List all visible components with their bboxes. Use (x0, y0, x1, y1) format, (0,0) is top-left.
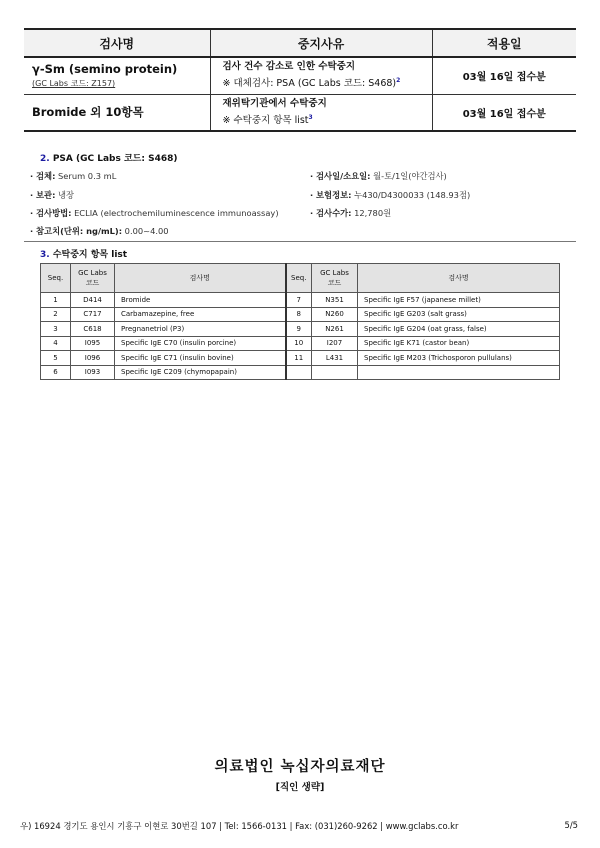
item-code: N261 (312, 322, 358, 337)
item-code: I207 (312, 336, 358, 351)
section2-title: PSA (GC Labs 코드: S468) (52, 154, 178, 164)
info-value: 0.00~4.00 (124, 226, 169, 236)
info-schedule (310, 170, 447, 182)
item-name: Specific IgE M203 (Trichosporon pullulans) (358, 351, 560, 366)
table-header-row (24, 29, 576, 57)
date-cell: 03월 16일 접수분 (432, 57, 576, 94)
info-label: · 보험정보: (310, 190, 352, 200)
info-label: · 검사일/소요일: (310, 171, 371, 181)
date-cell: 03월 16일 접수분 (432, 94, 576, 131)
info-label: · 검체: (30, 171, 56, 181)
item-code: I093 (71, 365, 115, 380)
section3-title: 수탁중지 항목 list (52, 250, 128, 260)
header-date: 적용일 (432, 29, 576, 57)
reason-main: 검사 건수 감소로 인한 수탁중지 (222, 61, 356, 73)
reason-cell (210, 57, 432, 94)
seal-note: [직인 생략] (275, 782, 325, 793)
item-code: D414 (71, 293, 115, 308)
item-name: Specific IgE C209 (chymopapain) (115, 365, 286, 380)
item-row (41, 336, 560, 351)
code-header-line1: GC Labs (78, 269, 107, 277)
item-row (41, 351, 560, 366)
info-label: · 검사방법: (30, 208, 72, 218)
info-value: 누430/D4300033 (148.93점) (354, 190, 471, 200)
info-value: 월-토/1일(야간검사) (373, 171, 447, 181)
footer-address: 우) 16924 경기도 용인시 기흥구 이현로 30번길 107 | Tel: 1566-0131 | Fax: (031)260-9262 | www.gclabs.co.kr (20, 821, 459, 831)
code-header (71, 264, 115, 293)
test-name: Bromide 외 10항목 (32, 105, 144, 120)
item-name: Specific IgE C70 (insulin porcine) (115, 336, 286, 351)
info-insurance (310, 189, 470, 201)
item-seq: 6 (41, 365, 71, 380)
item-code: C717 (71, 307, 115, 322)
item-seq: 5 (41, 351, 71, 366)
page-number: 5/5 (564, 820, 578, 830)
item-seq: 11 (286, 351, 312, 366)
code-header (312, 264, 358, 293)
info-specimen (30, 170, 116, 182)
item-code: L431 (312, 351, 358, 366)
test-code: (GC Labs 코드: Z157) (32, 79, 116, 89)
code-header-line1: GC Labs (320, 269, 349, 277)
discontinued-items-table (40, 263, 560, 380)
reason-sub-text: ※ 수탁중지 항목 list (222, 114, 309, 126)
section-divider (24, 241, 576, 242)
item-row (41, 365, 560, 380)
info-value: 12,780원 (354, 208, 392, 218)
info-value: 냉장 (58, 190, 75, 200)
item-seq: 2 (41, 307, 71, 322)
info-label: · 참고치(단위: ng/mL): (30, 226, 123, 236)
item-seq: 8 (286, 307, 312, 322)
reason-sub (223, 74, 420, 91)
section2-heading (40, 151, 178, 164)
info-reference (30, 225, 169, 237)
item-seq (286, 365, 312, 380)
seq-header: Seq. (41, 264, 71, 293)
code-header-line2: 코드 (327, 279, 342, 287)
item-row (41, 307, 560, 322)
item-code (312, 365, 358, 380)
item-seq: 4 (41, 336, 71, 351)
item-name: Specific IgE F57 (japanese millet) (358, 293, 560, 308)
item-seq: 7 (286, 293, 312, 308)
item-name: Pregnanetriol (P3) (115, 322, 286, 337)
item-name: Specific IgE C71 (insulin bovine) (115, 351, 286, 366)
info-value: Serum 0.3 mL (58, 171, 117, 181)
test-cell (24, 57, 210, 94)
item-code: I096 (71, 351, 115, 366)
test-name: γ-Sm (semino protein) (32, 62, 178, 77)
item-code: N260 (312, 307, 358, 322)
info-value: ECLIA (electrochemiluminescence immunoassay) (74, 208, 279, 218)
name-header: 검사명 (115, 264, 286, 293)
code-header-line2: 코드 (85, 279, 100, 287)
footnote-ref: 3 (308, 113, 313, 121)
test-cell (24, 94, 210, 131)
info-label: · 보관: (30, 190, 56, 200)
info-method (30, 207, 279, 219)
item-row (41, 293, 560, 308)
item-name: Specific IgE K71 (castor bean) (358, 336, 560, 351)
item-seq: 3 (41, 322, 71, 337)
item-seq: 1 (41, 293, 71, 308)
reason-main: 재위탁기관에서 수탁중지 (222, 97, 327, 109)
footnote-ref: 2 (396, 77, 401, 85)
item-code: I095 (71, 336, 115, 351)
item-name (358, 365, 560, 380)
header-reason: 중지사유 (210, 29, 432, 57)
header-test-name: 검사명 (24, 29, 210, 57)
info-label: · 검사수가: (310, 208, 352, 218)
section2-number: 2. (40, 154, 50, 164)
section3-number: 3. (40, 250, 50, 260)
seq-header: Seq. (286, 264, 312, 293)
discontinuation-table (24, 28, 576, 132)
item-seq: 9 (286, 322, 312, 337)
item-name: Carbamazepine, free (115, 307, 286, 322)
info-storage (30, 189, 74, 201)
item-seq: 10 (286, 336, 312, 351)
item-name: Specific IgE G203 (salt grass) (358, 307, 560, 322)
info-price (310, 207, 391, 219)
reason-cell (210, 94, 432, 131)
item-row (41, 322, 560, 337)
table-row (24, 94, 576, 131)
item-code: C618 (71, 322, 115, 337)
item-name: Specific IgE G204 (oat grass, false) (358, 322, 560, 337)
items-header-row (41, 264, 560, 293)
org-name: 의료법인 녹십자의료재단 (214, 759, 386, 775)
reason-sub-text: ※ 대체검사: PSA (GC Labs 코드: S468) (222, 78, 397, 90)
table-row (24, 57, 576, 94)
reason-sub (223, 111, 420, 128)
name-header: 검사명 (358, 264, 560, 293)
item-name: Bromide (115, 293, 286, 308)
section3-heading (40, 247, 127, 260)
item-code: N351 (312, 293, 358, 308)
